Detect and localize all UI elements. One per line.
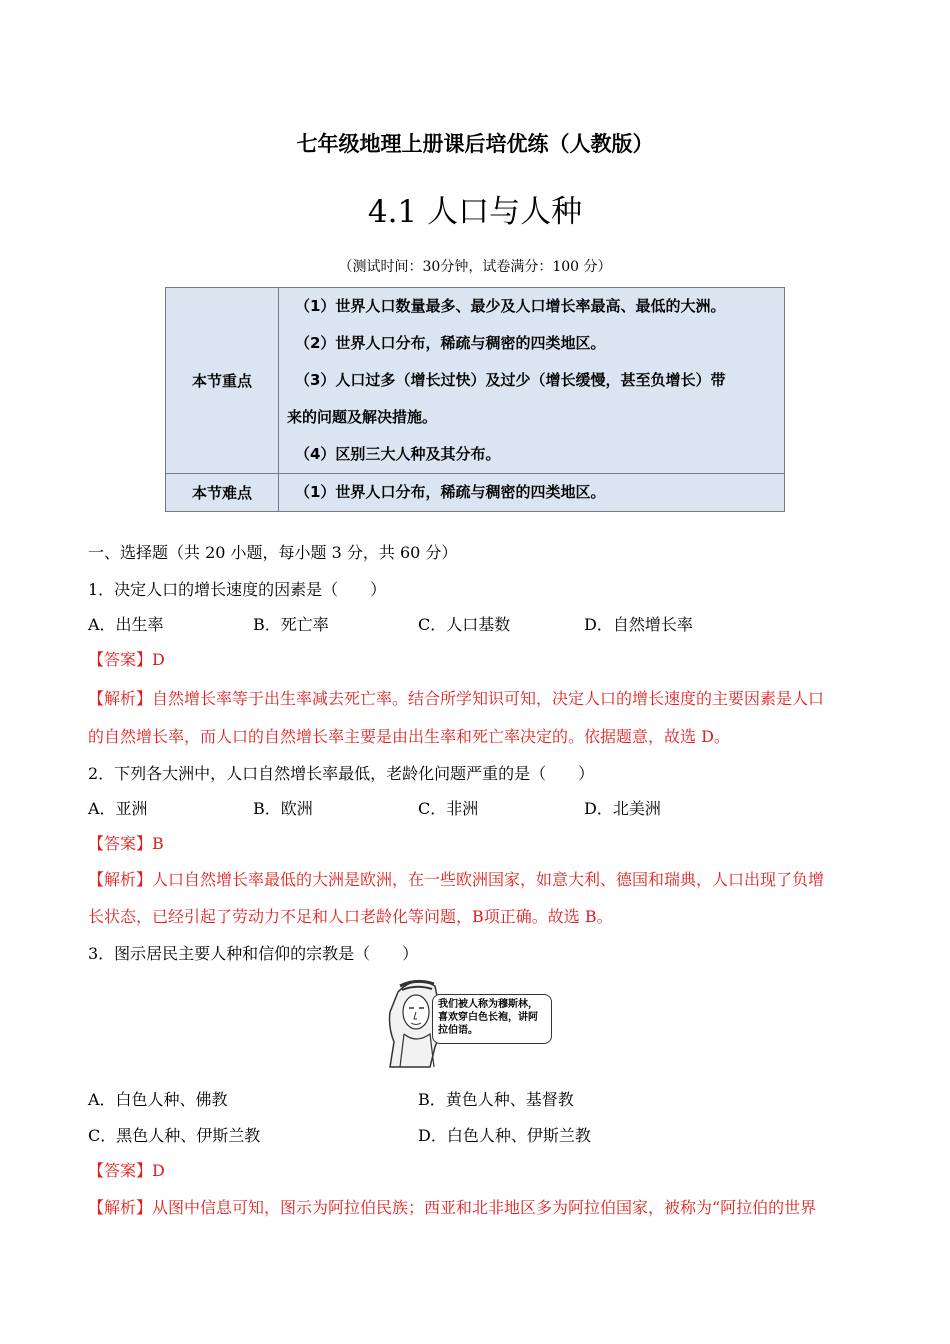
lesson-number: 4.1	[367, 194, 418, 230]
focus-item: （2）世界人口分布，稀疏与稠密的四类地区。	[295, 334, 606, 352]
analysis-line: 【解析】人口自然增长率最低的大洲是欧洲，在一些欧洲国家，如意大利、德国和瑞典，人口出现了负增	[88, 870, 825, 889]
analysis-line: 的自然增长率，而人口的自然增长率主要是由出生率和死亡率决定的。依据题意，故选 D。	[88, 727, 730, 746]
option-c: C．非洲	[418, 799, 479, 818]
answer: 【答案】D	[88, 650, 165, 669]
analysis-line: 【解析】自然增长率等于出生率减去死亡率。结合所学知识可知，决定人口的增长速度的主要因素是人口	[88, 689, 825, 708]
focus-item: （1）世界人口数量最多、最少及人口增长率最高、最低的大洲。	[295, 297, 726, 315]
option-d: D．白色人种、伊斯兰教	[418, 1126, 591, 1145]
lesson-name: 人口与人种	[427, 194, 583, 230]
difficulty-label: 本节难点	[166, 474, 279, 512]
option-b: B．死亡率	[253, 615, 329, 634]
difficulty-item: （1）世界人口分布，稀疏与稠密的四类地区。	[295, 483, 606, 501]
option-d: D．北美洲	[584, 799, 661, 818]
option-a: A．亚洲	[88, 799, 148, 818]
option-a: A．白色人种、佛教	[88, 1090, 228, 1109]
option-b: B．欧洲	[253, 799, 313, 818]
page-title: 七年级地理上册课后培优练（人教版）	[296, 132, 654, 156]
test-info: （测试时间：30分钟，试卷满分：100 分）	[338, 259, 612, 275]
option-c: C．人口基数	[418, 615, 511, 634]
option-d: D．自然增长率	[584, 615, 693, 634]
focus-label: 本节重点	[166, 288, 279, 474]
focus-item: 来的问题及解决措施。	[287, 408, 438, 426]
option-b: B．黄色人种、基督教	[418, 1090, 574, 1109]
arab-person-illustration	[380, 972, 560, 1072]
difficulty-content	[279, 474, 785, 512]
answer: 【答案】D	[88, 1161, 165, 1180]
focus-item: （3）人口过多（增长过快）及过少（增长缓慢，甚至负增长）带	[295, 371, 726, 389]
section-heading: 一、选择题（共 20 小题，每小题 3 分，共 60 分）	[88, 543, 458, 562]
lesson-title	[0, 186, 950, 231]
analysis-line: 【解析】从图中信息可知，图示为阿拉伯民族；西亚和北非地区多为阿拉伯国家，被称为“阿拉伯的世界	[88, 1198, 817, 1217]
question-stem: 2．下列各大洲中，人口自然增长率最低，老龄化问题严重的是（ ）	[88, 764, 595, 783]
option-c: C．黑色人种、伊斯兰教	[88, 1126, 261, 1145]
answer: 【答案】B	[88, 834, 164, 853]
focus-content	[279, 288, 785, 474]
question-stem: 3．图示居民主要人种和信仰的宗教是（ ）	[88, 944, 419, 963]
option-a: A．出生率	[88, 615, 164, 634]
analysis-line: 长状态，已经引起了劳动力不足和人口老龄化等问题，B项正确。故选 B。	[88, 907, 613, 926]
speech-bubble: 我们被人称为穆斯林，喜欢穿白色长袍，讲阿拉伯语。	[432, 994, 552, 1044]
focus-item: （4）区别三大人种及其分布。	[295, 445, 501, 463]
question-stem: 1．决定人口的增长速度的因素是（ ）	[88, 580, 387, 599]
key-points-table	[165, 287, 785, 512]
